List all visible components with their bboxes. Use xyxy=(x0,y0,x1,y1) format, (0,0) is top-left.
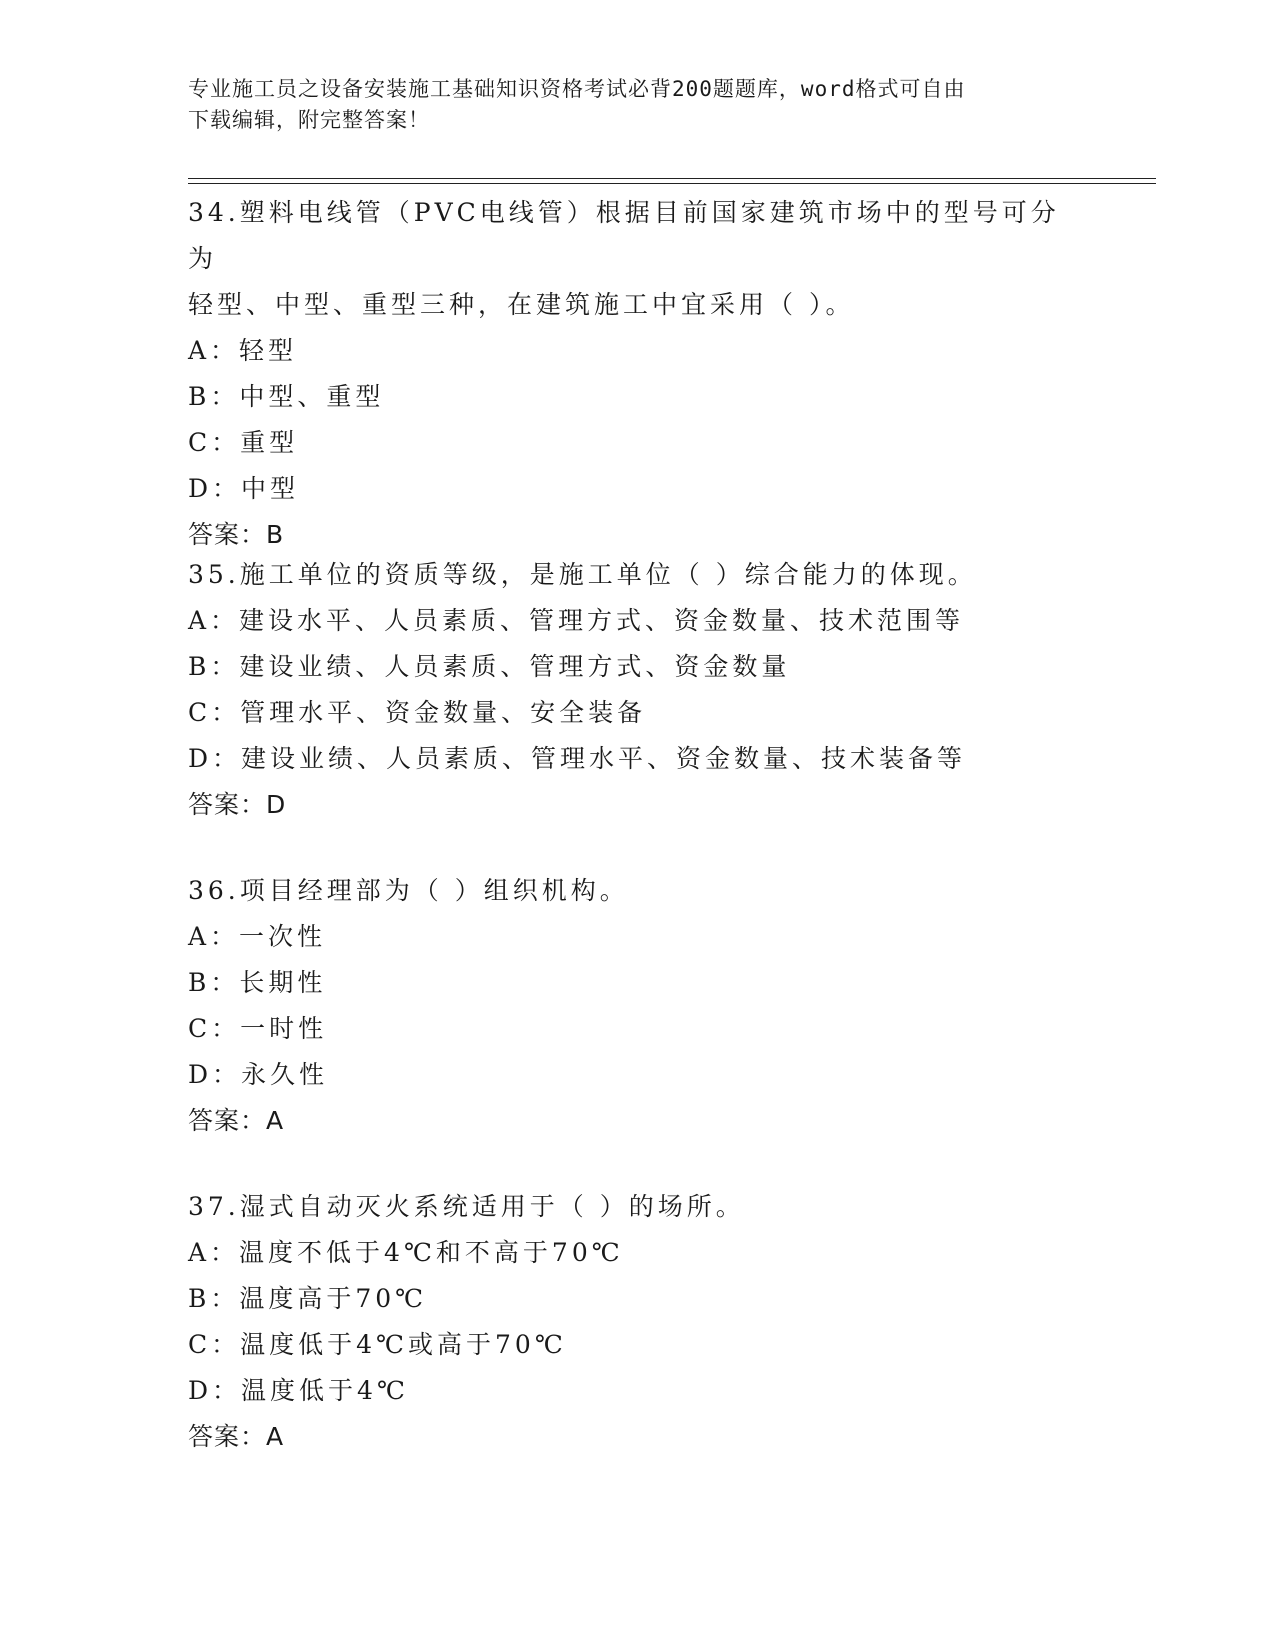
option-c: C：重型 xyxy=(188,428,299,457)
option-b: B：温度高于70℃ xyxy=(188,1284,428,1313)
option-d: D：建设业绩、人员素质、管理水平、资金数量、技术装备等 xyxy=(188,744,967,773)
option-c: C：温度低于4℃或高于70℃ xyxy=(188,1330,567,1359)
option-d: D：永久性 xyxy=(188,1060,329,1089)
option-b: B：中型、重型 xyxy=(188,382,385,411)
answer: 答案：D xyxy=(188,790,287,819)
option-d: D：温度低于4℃ xyxy=(188,1376,409,1405)
question-text: 36.项目经理部为（ ）组织机构。 xyxy=(188,876,629,905)
question-text-cont: 轻型、中型、重型三种，在建筑施工中宜采用（ ）。 xyxy=(188,290,855,319)
header-line-2: 下载编辑，附完整答案！ xyxy=(188,108,430,132)
question-text: 37.湿式自动灭火系统适用于（ ）的场所。 xyxy=(188,1192,745,1221)
question-37 xyxy=(188,1184,1088,1460)
answer: 答案：A xyxy=(188,1106,285,1135)
option-a: A：建设水平、人员素质、管理方式、资金数量、技术范围等 xyxy=(188,606,965,635)
option-d: D：中型 xyxy=(188,474,300,503)
option-a: A：一次性 xyxy=(188,922,327,951)
question-36 xyxy=(188,868,1088,1144)
option-b: B：建设业绩、人员素质、管理方式、资金数量 xyxy=(188,652,791,681)
answer: 答案：A xyxy=(188,1422,285,1451)
question-34 xyxy=(188,190,1088,558)
question-text: 34.塑料电线管（PVC电线管）根据目前国家建筑市场中的型号可分为 xyxy=(188,198,1060,273)
option-a: A：轻型 xyxy=(188,336,298,365)
option-a: A：温度不低于4℃和不高于70℃ xyxy=(188,1238,624,1267)
question-35 xyxy=(188,552,1088,828)
option-c: C：一时性 xyxy=(188,1014,328,1043)
header-line-1: 专业施工员之设备安装施工基础知识资格考试必背200题题库，word格式可自由 xyxy=(188,77,966,101)
question-text: 35.施工单位的资质等级，是施工单位（ ）综合能力的体现。 xyxy=(188,560,977,589)
document-header xyxy=(188,74,1088,136)
header-divider-top xyxy=(188,178,1156,179)
header-divider-bottom xyxy=(188,183,1156,184)
option-b: B：长期性 xyxy=(188,968,327,997)
option-c: C：管理水平、资金数量、安全装备 xyxy=(188,698,647,727)
answer: 答案：B xyxy=(188,520,285,549)
